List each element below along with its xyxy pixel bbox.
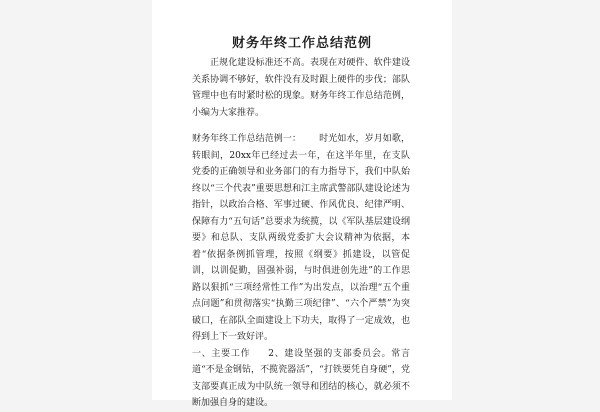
item-text: 2、建设坚强的支部委员会。常言道“不是金钢钻，不揽瓷器活”，“打铁要凭自身硬”，党支部要真正成为中队统一领导和团结的核心，就必须不断加强自身的建设。 — [192, 348, 410, 408]
paragraph-text: 时光如水，岁月如歌，转眼间，20xx年已经过去一年，在这半年里，在支队党委的正确领导和业务部门的有力指导下，我们中队始终以“三个代表”重要思想和江主席武警部队建设论述为指针，以政治合格、军事过硬、作风优良、纪律严明、保障有力“五句话”总要求为统揽，以《军队基层建设纲要》和总队、支队两级党委扩大会议精神为依据，本着“依据条例抓管理，按照《纲要》抓建设，以管促训，以训促勤，固强补弱，与时俱进创先进”的工作思路以狠抓“三项经常性工作”为出发点，以治理“五个重点问题”和贯彻落实“执勤三项纪律”、“六个严禁”为突破口，在部队全面建设上下功夫，取得了一定成效，也得到上下一致好评。 — [192, 134, 410, 342]
work-item-paragraph — [192, 346, 410, 412]
item-label: 一、主要工作 — [192, 348, 251, 359]
document-title: 财务年终工作总结范例 — [231, 36, 372, 51]
main-paragraph — [192, 131, 410, 346]
document-body — [192, 131, 410, 412]
intro-paragraph: 正规化建设标准还不高。表现在对硬件、软件建设关系协调不够好，软件没有及时跟上硬件的步伐；部队管理中也有时紧时松的现象。财务年终工作总结范例，小编为大家推荐。 — [192, 58, 410, 118]
document-page — [152, 0, 452, 408]
section-label: 财务年终工作总结范例一： — [192, 134, 302, 144]
